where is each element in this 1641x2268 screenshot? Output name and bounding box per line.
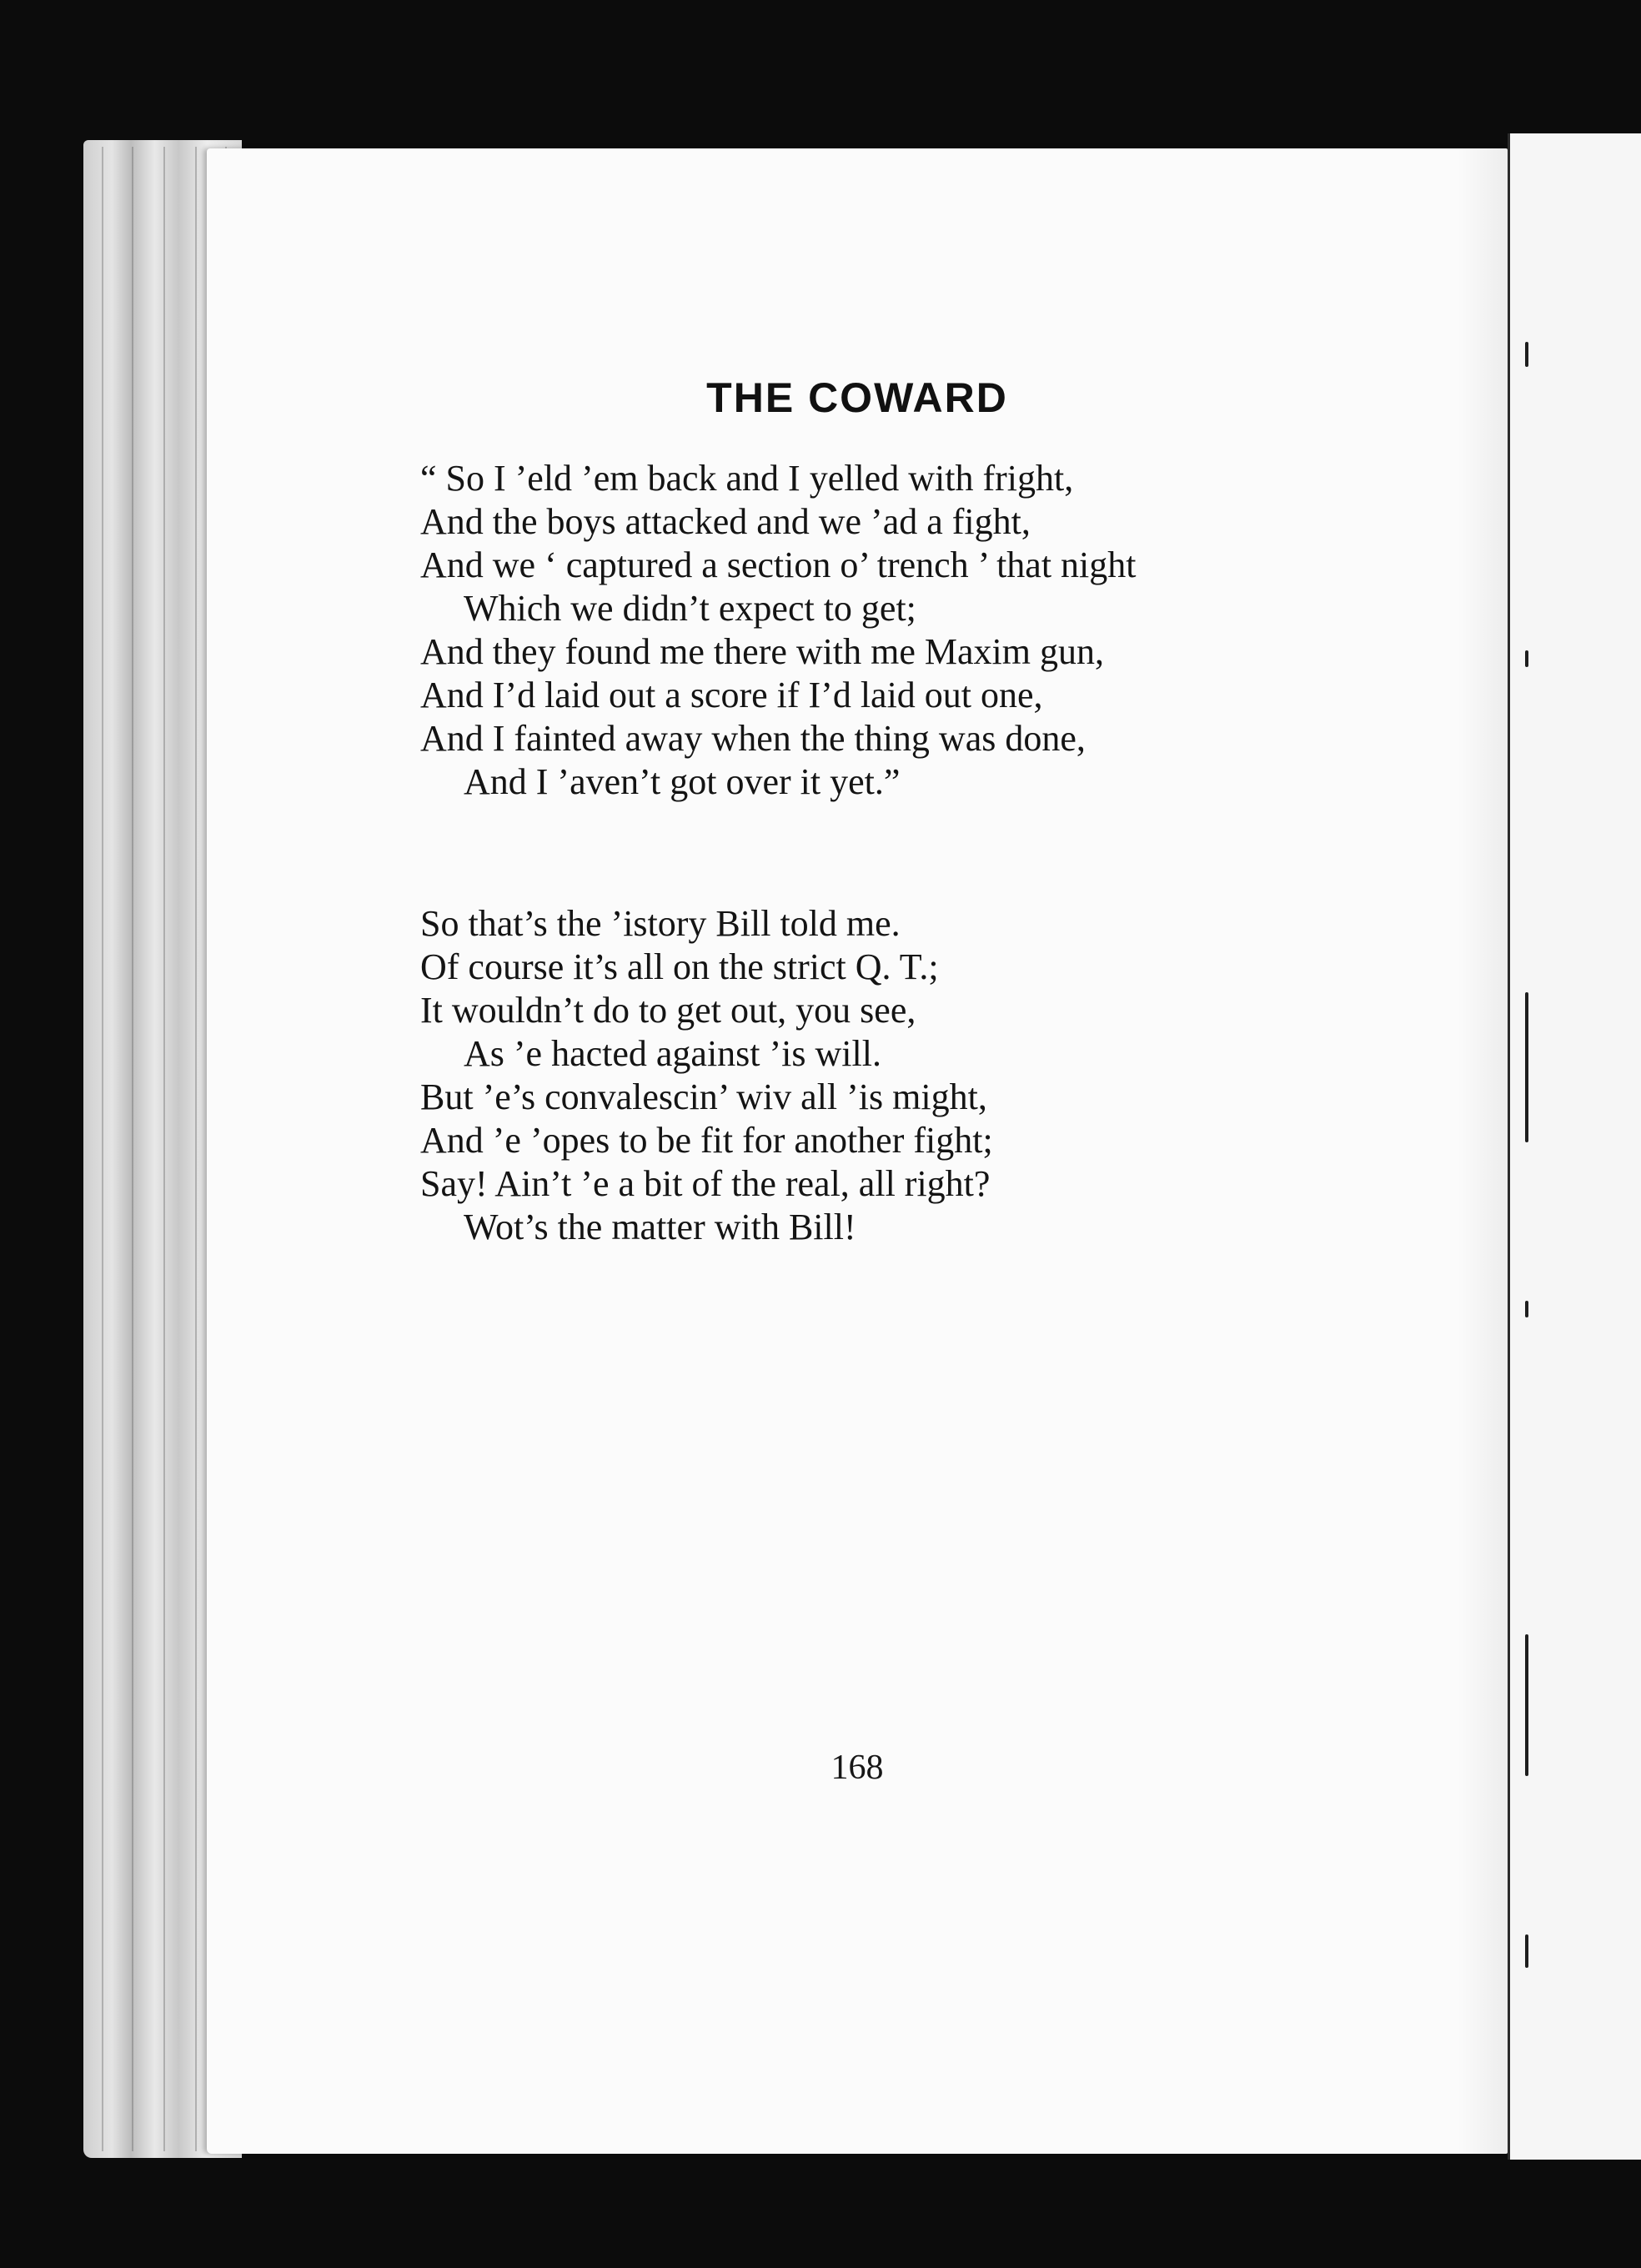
verse-line: And they found me there with me Maxim gun,: [420, 631, 1104, 672]
verse-line: “ So I ’eld ’em back and I yelled with fright,: [420, 458, 1074, 499]
facing-page-edge: [1508, 133, 1641, 2160]
verse-line: Say! Ain’t ’e a bit of the real, all right?: [420, 1163, 991, 1204]
book-page: [207, 148, 1508, 2154]
verse-line: And ’e ’opes to be fit for another fight;: [420, 1120, 993, 1161]
page-edge-line: [163, 147, 165, 2151]
verse-line: And I’d laid out a score if I’d laid out one,: [420, 675, 1043, 715]
verse-line-indented: Which we didn’t expect to get;: [464, 588, 916, 629]
verse-line: So that’s the ’istory Bill told me.: [420, 903, 901, 944]
verse-line-indented: And I ’aven’t got over it yet.”: [464, 761, 901, 802]
page-edge-line: [102, 147, 103, 2151]
binding-mark: [1525, 342, 1528, 367]
verse-line: Of course it’s all on the strict Q. T.;: [420, 946, 939, 987]
verse-line: And we ‘ captured a section o’ trench ’ that night: [420, 544, 1137, 585]
stanza-2: [420, 902, 993, 1249]
verse-line-indented: Wot’s the matter with Bill!: [464, 1207, 856, 1247]
gutter-shadow: [1458, 148, 1508, 2154]
binding-mark: [1525, 1634, 1528, 1776]
verse-line: And I fainted away when the thing was done,: [420, 718, 1086, 759]
binding-mark: [1525, 1934, 1528, 1968]
binding-mark: [1525, 992, 1528, 1142]
verse-line: And the boys attacked and we ’ad a fight,: [420, 501, 1031, 542]
page-number: 168: [831, 1749, 884, 1787]
verse-line: But ’e’s convalescin’ wiv all ’is might,: [420, 1076, 987, 1117]
page-edge-line: [132, 147, 133, 2151]
binding-mark: [1525, 650, 1528, 667]
binding-mark: [1525, 1301, 1528, 1317]
poem-title: THE COWARD: [706, 374, 1008, 421]
verse-line-indented: As ’e hacted against ’is will.: [464, 1033, 881, 1074]
stanza-1: [420, 457, 1137, 804]
page-edge-line: [195, 147, 197, 2151]
verse-line: It wouldn’t do to get out, you see,: [420, 990, 916, 1031]
